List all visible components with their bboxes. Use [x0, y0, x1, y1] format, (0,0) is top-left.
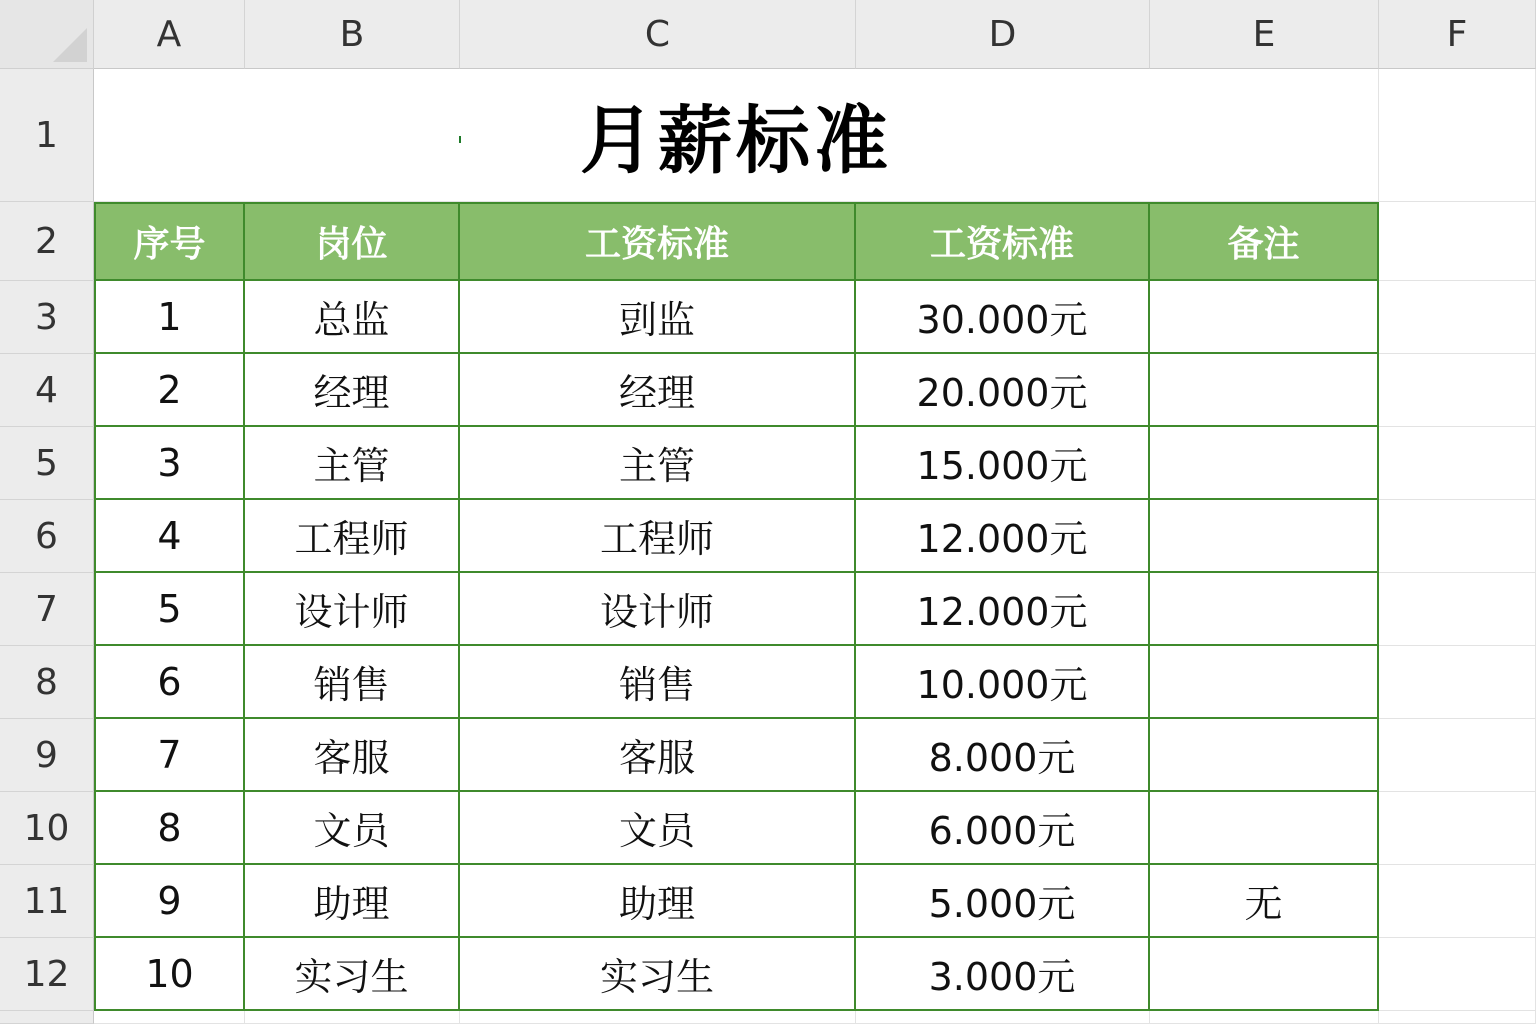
salary-standard-cell[interactable]: 主管 [460, 427, 856, 500]
table-header-cell[interactable]: 备注 [1150, 202, 1379, 281]
salary-amount-cell[interactable]: 12.000元 [856, 573, 1150, 646]
serial-number-cell[interactable]: 7 [94, 719, 245, 792]
row-header-4[interactable]: 4 [0, 354, 94, 427]
serial-number-cell[interactable]: 4 [94, 500, 245, 573]
position-cell[interactable]: 实习生 [245, 938, 460, 1011]
column-header-b[interactable]: B [245, 0, 460, 69]
row-header-2[interactable]: 2 [0, 202, 94, 281]
table-header-cell[interactable]: 工资标准 [460, 202, 856, 281]
sheet-cell[interactable] [460, 1011, 856, 1024]
row-header-8[interactable]: 8 [0, 646, 94, 719]
salary-amount-cell[interactable]: 6.000元 [856, 792, 1150, 865]
row-header-7[interactable]: 7 [0, 573, 94, 646]
salary-standard-cell[interactable]: 工程师 [460, 500, 856, 573]
row-header-5[interactable]: 5 [0, 427, 94, 500]
sheet-cell[interactable] [1379, 427, 1536, 500]
salary-amount-cell[interactable]: 3.000元 [856, 938, 1150, 1011]
column-header-a[interactable]: A [94, 0, 245, 69]
cell-mark [459, 136, 461, 143]
serial-number-cell[interactable]: 6 [94, 646, 245, 719]
sheet-cell[interactable] [1379, 69, 1536, 202]
salary-standard-cell[interactable]: 实习生 [460, 938, 856, 1011]
salary-amount-cell[interactable]: 10.000元 [856, 646, 1150, 719]
position-cell[interactable]: 设计师 [245, 573, 460, 646]
position-cell[interactable]: 客服 [245, 719, 460, 792]
serial-number-cell[interactable]: 10 [94, 938, 245, 1011]
sheet-cell[interactable] [1379, 354, 1536, 427]
salary-standard-cell[interactable]: 客服 [460, 719, 856, 792]
serial-number-cell[interactable]: 3 [94, 427, 245, 500]
sheet-cell[interactable] [1379, 500, 1536, 573]
column-header-d[interactable]: D [856, 0, 1150, 69]
sheet-cell[interactable] [1150, 1011, 1379, 1024]
salary-standard-cell[interactable]: 文员 [460, 792, 856, 865]
remarks-cell[interactable] [1150, 938, 1379, 1011]
position-cell[interactable]: 经理 [245, 354, 460, 427]
position-cell[interactable]: 主管 [245, 427, 460, 500]
position-cell[interactable]: 总监 [245, 281, 460, 354]
remarks-cell[interactable] [1150, 719, 1379, 792]
remarks-cell[interactable] [1150, 573, 1379, 646]
sheet-cell[interactable] [1379, 202, 1536, 281]
position-cell[interactable]: 工程师 [245, 500, 460, 573]
position-cell[interactable]: 助理 [245, 865, 460, 938]
salary-amount-cell[interactable]: 8.000元 [856, 719, 1150, 792]
salary-amount-cell[interactable]: 15.000元 [856, 427, 1150, 500]
remarks-cell[interactable]: 无 [1150, 865, 1379, 938]
salary-standard-cell[interactable]: 剅监 [460, 281, 856, 354]
serial-number-cell[interactable]: 2 [94, 354, 245, 427]
salary-standard-cell[interactable]: 经理 [460, 354, 856, 427]
sheet-title[interactable]: 月薪标准 [94, 69, 1378, 202]
remarks-cell[interactable] [1150, 792, 1379, 865]
sheet-cell[interactable] [1379, 281, 1536, 354]
row-header-12[interactable]: 12 [0, 938, 94, 1011]
sheet-cell[interactable] [856, 1011, 1150, 1024]
remarks-cell[interactable] [1150, 281, 1379, 354]
sheet-cell[interactable] [1379, 792, 1536, 865]
sheet-cell[interactable] [245, 1011, 460, 1024]
salary-amount-cell[interactable]: 5.000元 [856, 865, 1150, 938]
salary-standard-cell[interactable]: 销售 [460, 646, 856, 719]
row-header-6[interactable]: 6 [0, 500, 94, 573]
serial-number-cell[interactable]: 5 [94, 573, 245, 646]
sheet-cell[interactable] [1379, 573, 1536, 646]
sheet-cell[interactable] [1379, 646, 1536, 719]
sheet-cell[interactable] [1379, 865, 1536, 938]
position-cell[interactable]: 销售 [245, 646, 460, 719]
serial-number-cell[interactable]: 8 [94, 792, 245, 865]
serial-number-cell[interactable]: 9 [94, 865, 245, 938]
select-all-triangle-icon [53, 28, 87, 62]
serial-number-cell[interactable]: 1 [94, 281, 245, 354]
salary-amount-cell[interactable]: 20.000元 [856, 354, 1150, 427]
table-header-cell[interactable]: 岗位 [245, 202, 460, 281]
sheet-cell[interactable] [1379, 719, 1536, 792]
remarks-cell[interactable] [1150, 646, 1379, 719]
position-cell[interactable]: 文员 [245, 792, 460, 865]
remarks-cell[interactable] [1150, 354, 1379, 427]
column-header-c[interactable]: C [460, 0, 856, 69]
row-header-3[interactable]: 3 [0, 281, 94, 354]
column-header-f[interactable]: F [1379, 0, 1536, 69]
sheet-cell[interactable] [1379, 1011, 1536, 1024]
remarks-cell[interactable] [1150, 500, 1379, 573]
remarks-cell[interactable] [1150, 427, 1379, 500]
row-header-1[interactable]: 1 [0, 69, 94, 202]
table-header-cell[interactable]: 序号 [94, 202, 245, 281]
salary-amount-cell[interactable]: 30.000元 [856, 281, 1150, 354]
table-header-cell[interactable]: 工资标准 [856, 202, 1150, 281]
select-all-corner[interactable] [0, 0, 94, 69]
salary-amount-cell[interactable]: 12.000元 [856, 500, 1150, 573]
salary-standard-cell[interactable]: 助理 [460, 865, 856, 938]
row-header-partial[interactable] [0, 1011, 94, 1024]
row-header-10[interactable]: 10 [0, 792, 94, 865]
row-header-9[interactable]: 9 [0, 719, 94, 792]
column-header-e[interactable]: E [1150, 0, 1379, 69]
row-header-11[interactable]: 11 [0, 865, 94, 938]
sheet-cell[interactable] [1379, 938, 1536, 1011]
sheet-cell[interactable] [94, 1011, 245, 1024]
salary-standard-cell[interactable]: 设计师 [460, 573, 856, 646]
